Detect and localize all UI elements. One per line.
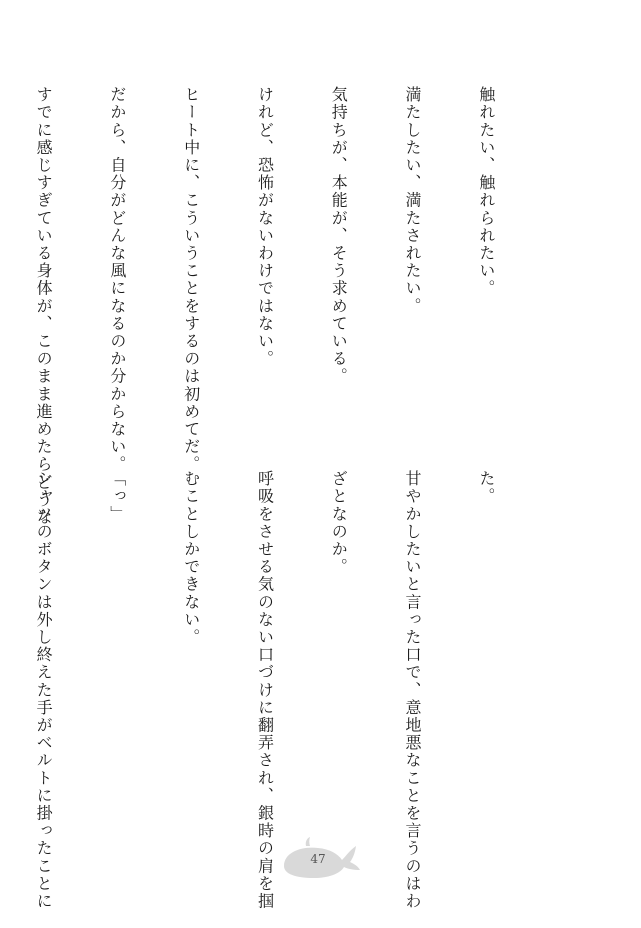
text-line: シャツのボタンは外し終えた手がベルトに掛ったことに [34, 470, 54, 910]
text-line: けれど、恐怖がないわけではない。 [255, 86, 275, 368]
text-line: 気持ちが、本能が、そう求めている。 [329, 86, 349, 386]
page-number: 47 [310, 852, 326, 866]
page-number-badge [276, 836, 364, 880]
text-line: た。 [476, 470, 496, 506]
text-line: ざとなのか。 [329, 470, 349, 576]
text-line: 満たしたい、満たされたい。 [403, 86, 423, 315]
text-line: 甘やかしたいと言った口で、意地悪なことを言うのはわ [403, 470, 423, 910]
text-line: ヒート中に、こういうことをするのは初めてだ。 [181, 86, 201, 474]
text-line: むことしかできない。 [181, 470, 201, 646]
text-line: 「っ」 [107, 470, 127, 523]
text-line: だから、自分がどんな風になるのか分からない。 [107, 86, 127, 474]
text-line: 触れたい、触れられたい。 [476, 86, 496, 298]
whale-spout [306, 837, 310, 846]
text-line: 呼吸をさせる気のない口づけに翻弄され、銀時の肩を掴 [255, 470, 275, 910]
text-line: すでに感じすぎている身体が、このまま進めたらどうな [34, 86, 54, 526]
